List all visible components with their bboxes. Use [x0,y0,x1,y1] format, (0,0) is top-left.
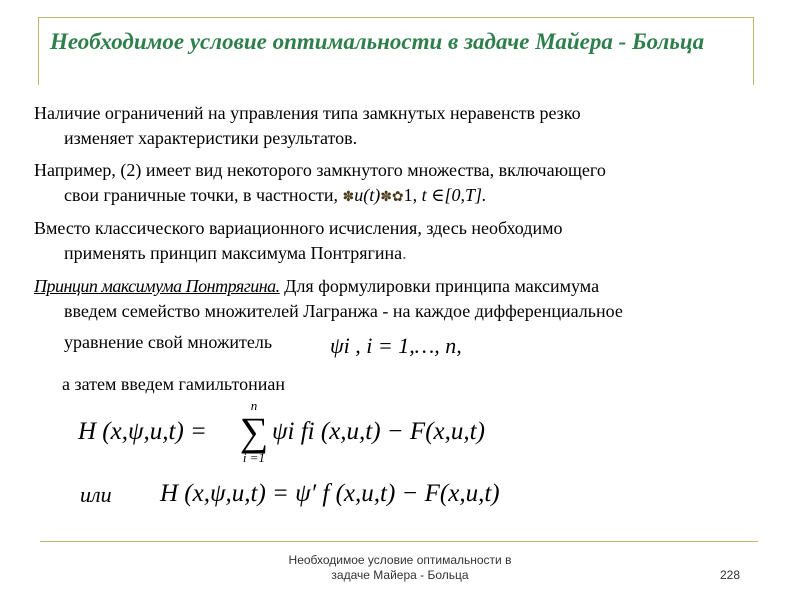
paragraph-constraints [34,101,774,151]
p2-line2-text: свои граничные точки, в частности, [64,185,343,205]
title-frame-left [38,17,39,85]
footer-divider [40,541,758,542]
p2-symbol-2: ✽✿ [380,190,404,205]
p2-line2 [34,183,774,210]
p4-line3: уравнение свой множитель [64,332,273,352]
p2-symbol-1: ✽ [342,190,355,205]
p3-dot: . [402,243,407,263]
p1-line2: изменяет характеристики результатов. [64,128,358,148]
or-word: или [80,482,112,507]
sum-sigma: ∑ [239,409,269,454]
p3-line2 [34,241,774,266]
summation-symbol [238,398,270,466]
p2-tail: 1, [403,185,422,205]
hamiltonian-intro: а затем введем гамильтониан [62,374,285,394]
paragraph-example [34,158,774,210]
p2-ut: u(t) [354,185,381,205]
psi-expression: ψi , i = 1,…, n, [330,333,462,358]
sum-upper-limit: n [250,398,258,413]
paragraph-pontryagin [34,216,774,266]
hamiltonian-lhs: H (x,ψ,u,t) = [78,418,207,445]
p3-line1: Вместо классического вариационного исчисления, здесь необходимо [34,218,563,238]
footer-title [270,553,530,583]
footer-line2: задаче Майера - Больца [331,568,469,582]
p2-tail-italic: t ∈[0,T]. [421,185,487,205]
p1-line1: Наличие ограничений на управления типа замкнутых неравенств резко [34,103,581,123]
page-number: 228 [720,568,741,582]
p3-line2-text: применять принцип максимума Понтрягина [64,243,403,263]
title-frame-right [753,17,754,85]
slide-title: Необходимое условие оптимальности в задаче Майера - Больца [50,29,705,54]
p4-line1-rest: Для формулировки принципа максимума [279,276,600,296]
title-frame-top [38,17,753,18]
footer-line1: Необходимое условие оптимальности в [288,553,512,567]
sum-lower-limit: i =1 [242,450,266,465]
hamiltonian-rhs: ψi fi (x,u,t) − F(x,u,t) [272,418,485,445]
hamiltonian-vector-form: H (x,ψ,u,t) = ψ′ f (x,u,t) − F(x,u,t) [160,480,500,507]
p4-line2: введем семейство множителей Лагранжа - на каждое дифференциальное [64,301,623,321]
p2-line1: Например, (2) имеет вид некоторого замкнутого множества, включающего [34,160,606,180]
p4-heading: Принцип максимума Понтрягина. [34,276,280,296]
